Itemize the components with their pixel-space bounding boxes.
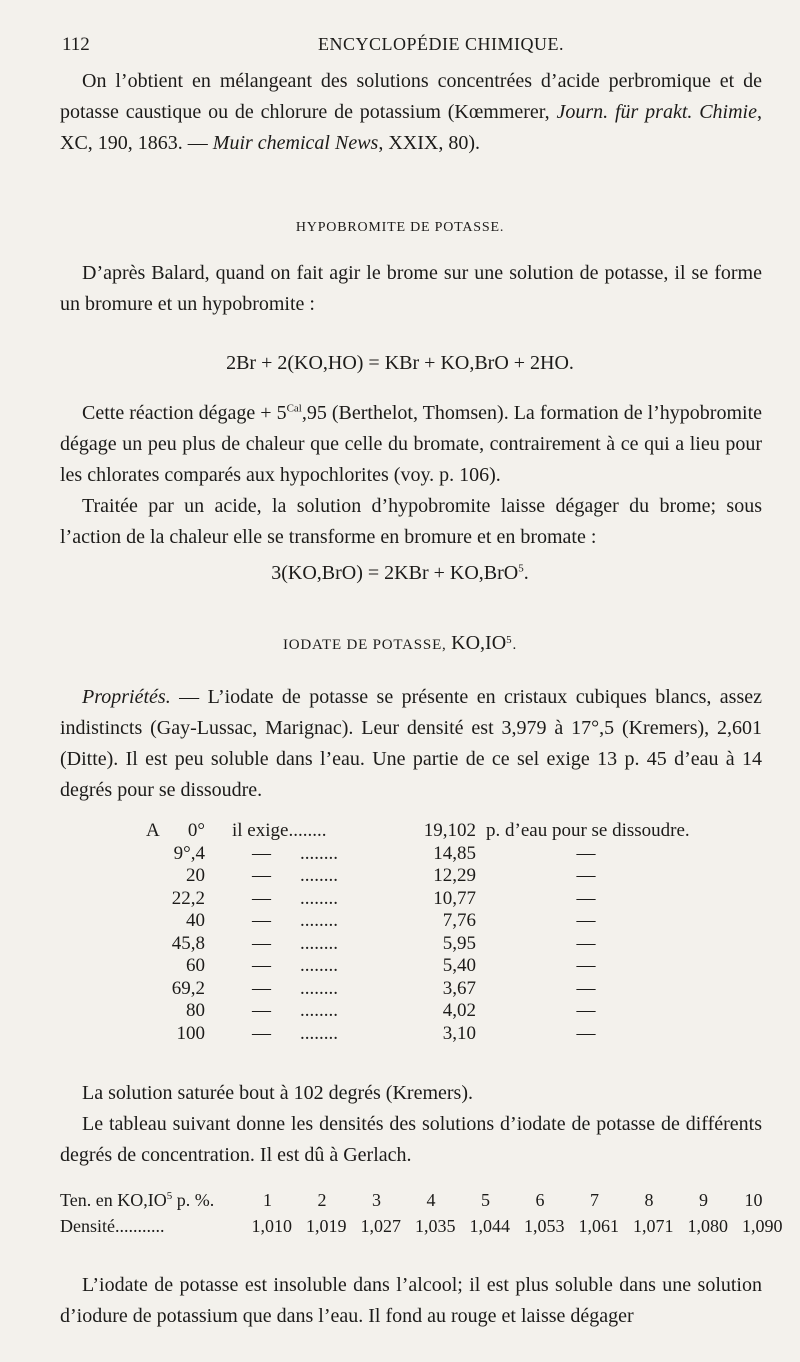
intro-paragraph [60, 66, 762, 159]
water-parts-cell: 5,40 [442, 955, 476, 976]
boiling-paragraph: La solution saturée bout à 102 degrés (Kremers). [82, 1082, 473, 1104]
solubility-row [0, 820, 800, 843]
equation-1: 2Br + 2(KO,HO) = KBr + KO,BrO + 2HO. [226, 352, 574, 374]
row-mid: il exige........ [232, 820, 327, 841]
dots-cell: ........ [300, 887, 338, 909]
dash-cell: — [252, 865, 271, 886]
temperature-cell: 20 [186, 865, 205, 886]
water-parts-cell: 3,10 [442, 1022, 476, 1044]
density-cell: 1,053 [524, 1216, 565, 1236]
dash-cell: — [576, 1022, 596, 1044]
iodate-formula: KO,IO [451, 632, 507, 654]
dash-cell: — [252, 887, 271, 909]
density-cell: 1,090 [742, 1216, 783, 1236]
page-number: 112 [62, 34, 90, 55]
section-heading-iodate [0, 632, 800, 655]
density-table-row-label-density: Densité........... [60, 1216, 165, 1236]
intro-text: On l’obtient en mélangeant des solutions concentrées d’acide perbromique et de potasse caustique ou de chlorure de potassium (Kœmmerer, [60, 70, 762, 123]
dash-cell: — [252, 842, 271, 864]
solubility-row [0, 843, 800, 866]
concentration-cell: 4 [426, 1190, 436, 1210]
solubility-row [0, 865, 800, 888]
dash-cell: — [576, 842, 596, 864]
intro-end: , XXIX, 80). [378, 132, 480, 154]
concentration-label-sup: 5 [166, 1190, 173, 1202]
solubility-table [0, 820, 800, 1060]
dash-cell: — [252, 910, 271, 931]
reaction-text-a: Cette réaction dégage + 5 [82, 402, 287, 424]
temperature-cell: 22,2 [171, 887, 205, 909]
dash-cell: — [576, 1000, 596, 1021]
concentration-cell: 3 [372, 1190, 381, 1210]
density-table-row-label-concentration [60, 1190, 214, 1211]
solubility-row [0, 1023, 800, 1046]
equation-2-text: 3(KO,BrO) = 2KBr + KO,BrO [271, 562, 519, 584]
dash-cell: — [576, 955, 596, 976]
dash-cell: — [576, 932, 596, 954]
page-header [0, 34, 800, 56]
solubility-row [0, 933, 800, 956]
temperature-cell: 69,2 [171, 977, 205, 999]
dots-cell: ........ [300, 1000, 338, 1021]
intro-mid: , XC, 190, 1863. — [60, 101, 762, 154]
water-parts-cell: 19,102 [423, 820, 476, 841]
dash-cell: — [576, 977, 596, 999]
iodate-formula-sup: 5 [506, 634, 513, 646]
properties-text: — L’iodate de potasse se présente en cristaux cubiques blancs, assez indistincts (Gay-Lussac, Marignac). Leur densité est 3,979 à 17°,5 (Kremers), 2,601 (Ditte). Il est peu soluble dans l’eau. Une partie de ce sel exige 13 p. 45 d’eau à 14 degrés pour se dissoudre. [60, 686, 762, 801]
density-cell: 1,071 [633, 1216, 674, 1236]
concentration-cell: 5 [481, 1190, 490, 1210]
journal-citation: Journ. für prakt. Chimie [556, 101, 757, 123]
dash-cell: — [252, 1022, 271, 1044]
iodate-heading-text: IODATE DE POTASSE, [282, 637, 452, 653]
density-cell: 1,019 [306, 1216, 347, 1236]
hypobromite-paragraph-2 [60, 398, 762, 491]
temperature-cell: 40 [186, 910, 205, 931]
properties-label: Propriétés. [82, 686, 171, 708]
row-suffix: p. d’eau pour se dissoudre. [486, 820, 690, 841]
dots-cell: ........ [300, 865, 338, 886]
temperature-cell: 100 [176, 1022, 205, 1044]
water-parts-cell: 7,76 [442, 910, 476, 931]
dots-cell: ........ [300, 955, 338, 976]
density-cell: 1,080 [687, 1216, 728, 1236]
dash-cell: — [576, 865, 596, 886]
solubility-row [0, 1000, 800, 1023]
solubility-row [0, 955, 800, 978]
density-cell: 1,035 [415, 1216, 456, 1236]
dots-cell: ........ [300, 1022, 338, 1044]
running-title: ENCYCLOPÉDIE CHIMIQUE. [318, 34, 564, 54]
equation-2-end: . [523, 562, 529, 584]
dash-cell: — [252, 932, 271, 954]
concentration-cell: 1 [263, 1190, 272, 1210]
water-parts-cell: 5,95 [442, 932, 476, 954]
reaction-text-b: ,95 (Berthelot, Thomsen). La formation de l’hypobromite dégage un peu plus de chaleur que celle du bromate, contrairement à ce qui a lieu pour les chlorates comparés aux hypochlorites (voy. p. 106). [60, 402, 763, 486]
density-table [0, 1190, 800, 1250]
solubility-row [0, 978, 800, 1001]
density-cell: 1,044 [469, 1216, 510, 1236]
dash-cell: — [576, 887, 596, 909]
water-parts-cell: 4,02 [442, 1000, 476, 1021]
solubility-row [0, 910, 800, 933]
properties-paragraph [60, 682, 762, 806]
journal-citation-2: Muir chemical News [212, 132, 379, 154]
concentration-label: Ten. en KO,IO [60, 1190, 167, 1210]
density-cell: 1,010 [251, 1216, 292, 1236]
temperature-cell: 60 [186, 955, 205, 976]
concentration-cell: 7 [590, 1190, 599, 1210]
equation-2-sup: 5 [518, 562, 524, 575]
dots-cell: ........ [300, 932, 338, 954]
iodate-heading-end: . [512, 637, 518, 653]
dash-cell: — [252, 1000, 271, 1021]
final-paragraph: L’iodate de potasse est insoluble dans l’alcool; il est plus soluble dans une solution d’iodure de potassium que dans l’eau. Il fond au rouge et laisse dégager [60, 1274, 762, 1327]
water-parts-cell: 14,85 [433, 842, 476, 864]
concentration-cell: 9 [699, 1190, 708, 1210]
water-parts-cell: 12,29 [433, 865, 476, 886]
dash-cell: — [576, 910, 596, 931]
concentration-label-end: p. %. [172, 1190, 215, 1210]
dots-cell: ........ [300, 910, 338, 931]
reaction-sup: Cal [286, 402, 302, 415]
density-cell: 1,027 [360, 1216, 401, 1236]
dots-cell: ........ [300, 977, 338, 999]
solubility-row [0, 888, 800, 911]
concentration-cell: 6 [535, 1190, 545, 1210]
concentration-cell: 10 [744, 1190, 763, 1210]
hypobromite-paragraph-1: D’après Balard, quand on fait agir le brome sur une solution de potasse, il se forme un bromure et un hypobromite : [60, 262, 762, 315]
concentration-cell: 8 [644, 1190, 654, 1210]
section-heading-hypobromite: HYPOBROMITE DE POTASSE. [295, 220, 505, 235]
temperature-cell: 9°,4 [173, 842, 205, 864]
water-parts-cell: 10,77 [433, 887, 476, 909]
dash-cell: — [252, 955, 271, 976]
density-cell: 1,061 [578, 1216, 619, 1236]
temperature-cell: 0° [187, 820, 205, 841]
gerlach-paragraph: Le tableau suivant donne les densités des solutions d’iodate de potasse de différents degrés de concentration. Il est dû à Gerlach. [60, 1113, 762, 1166]
dots-cell: ........ [300, 842, 338, 864]
dash-cell: — [252, 977, 271, 999]
temperature-cell: 80 [186, 1000, 205, 1021]
row-prefix: A [146, 820, 160, 841]
temperature-cell: 45,8 [171, 932, 205, 954]
hypobromite-paragraph-3: Traitée par un acide, la solution d’hypobromite laisse dégager du brome; sous l’action de la chaleur elle se transforme en bromure et en bromate : [60, 495, 762, 548]
equation-2 [0, 562, 800, 585]
water-parts-cell: 3,67 [442, 977, 476, 999]
concentration-cell: 2 [317, 1190, 327, 1210]
